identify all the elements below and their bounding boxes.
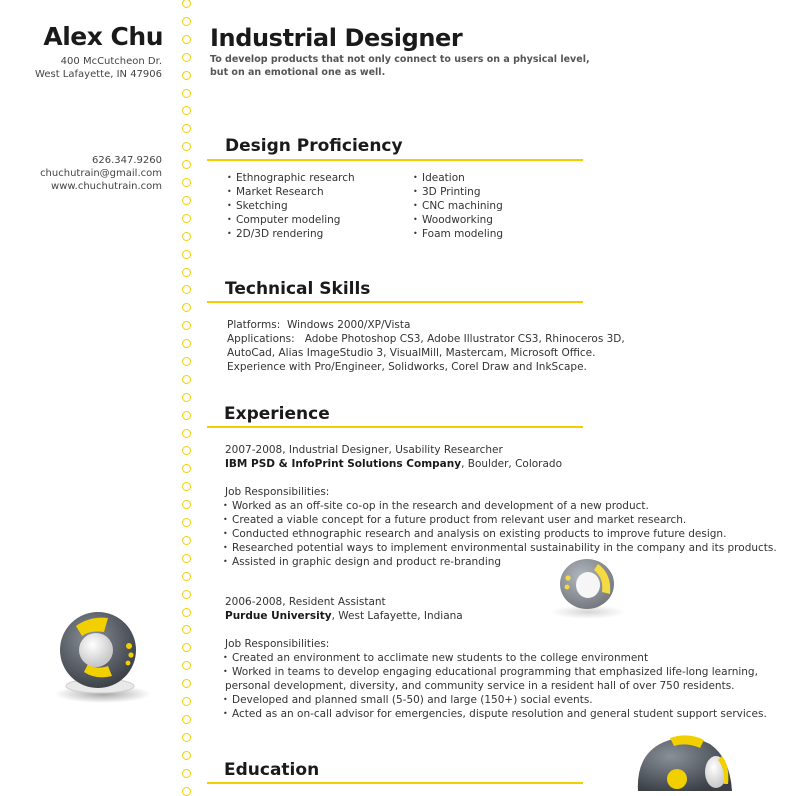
list-item: • Assisted in graphic design and product re-branding <box>223 555 777 569</box>
experience-with-line: Experience with Pro/Engineer, Solidworks, Corel Draw and InkScape. <box>227 361 587 373</box>
objective-statement <box>210 53 590 79</box>
binding-ring <box>182 106 191 115</box>
responsibilities-label: Job Responsibilities: <box>225 486 330 498</box>
list-item: • Ideation <box>413 171 503 185</box>
binding-ring <box>182 232 191 241</box>
binding-ring <box>182 339 191 348</box>
address-line-2: West Lafayette, IN 47906 <box>35 69 162 80</box>
binding-ring <box>182 697 191 706</box>
spacer <box>225 623 463 637</box>
objective-line-1: To develop products that not only connect to users on a physical level, <box>210 54 590 65</box>
list-item: • Conducted ethnographic research and analysis on existing products to improve future design. <box>223 527 777 541</box>
technical-skills-body <box>227 318 625 374</box>
applications-line-2: AutoCad, Alias ImageStudio 3, VisualMill, Mastercam, Microsoft Office. <box>227 347 596 359</box>
platforms-value: Windows 2000/XP/Vista <box>286 319 411 331</box>
list-item: • Researched potential ways to implement environmental sustainability in the company and its products. <box>223 541 777 555</box>
company-location: , Boulder, Colorado <box>461 458 563 470</box>
binding-ring <box>182 53 191 62</box>
job-bullets-ibm <box>223 499 777 569</box>
platforms-label: Platforms: <box>227 319 281 331</box>
job-title: Industrial Designer <box>210 24 463 52</box>
binding-ring <box>182 500 191 509</box>
company-name: IBM PSD & InfoPrint Solutions Company <box>225 458 462 470</box>
binding-ring <box>182 518 191 527</box>
binding-ring <box>182 214 191 223</box>
applications-value: Adobe Photoshop CS3, Adobe Illustrator CS3, Rhinoceros 3D, <box>304 333 625 345</box>
job-entry-purdue <box>225 595 463 651</box>
email-address[interactable]: chuchutrain@gmail.com <box>40 168 162 179</box>
binding-ring <box>182 429 191 438</box>
binding-ring <box>182 554 191 563</box>
job-dates-role: 2006-2008, Resident Assistant <box>225 596 386 608</box>
binding-ring <box>182 160 191 169</box>
binding-ring <box>182 71 191 80</box>
company-name: Purdue University <box>225 610 332 622</box>
binding-ring <box>182 411 191 420</box>
resume-name: Alex Chu <box>43 22 163 51</box>
binding-ring <box>182 661 191 670</box>
binding-ring <box>182 375 191 384</box>
list-item-continuation: personal development, diversity, and community service in a resident hall of over 750 residents. <box>225 680 735 692</box>
list-item: • Worked in teams to develop engaging educational programming that emphasized life-long learning, <box>223 665 767 679</box>
spacer <box>225 471 562 485</box>
list-item: • Worked as an off-site co-op in the research and development of a new product. <box>223 499 777 513</box>
list-item: • Woodworking <box>413 213 503 227</box>
list-item: • 2D/3D rendering <box>227 227 355 241</box>
binding-ring <box>182 464 191 473</box>
binding-ring <box>182 250 191 259</box>
binding-ring <box>182 715 191 724</box>
binding-ring <box>182 733 191 742</box>
binding-ring <box>182 393 191 402</box>
binding-ring <box>182 35 191 44</box>
list-item: • 3D Printing <box>413 185 503 199</box>
section-divider <box>207 159 583 161</box>
binding-ring <box>182 89 191 98</box>
proficiency-list-2 <box>413 171 503 241</box>
section-title-design-proficiency: Design Proficiency <box>225 136 403 156</box>
binding-spine <box>179 0 195 791</box>
binding-ring <box>182 285 191 294</box>
list-item: • Created a viable concept for a future product from relevant user and market research. <box>223 513 777 527</box>
binding-ring <box>182 321 191 330</box>
list-item: • Computer modeling <box>227 213 355 227</box>
objective-line-2: but on an emotional one as well. <box>210 67 386 78</box>
binding-ring <box>182 178 191 187</box>
section-title-technical-skills: Technical Skills <box>225 279 371 299</box>
section-divider <box>207 301 583 303</box>
website-link[interactable]: www.chuchutrain.com <box>51 181 162 192</box>
binding-ring <box>182 124 191 133</box>
list-item: • Sketching <box>227 199 355 213</box>
platforms-line <box>227 318 625 332</box>
list-item: • Foam modeling <box>413 227 503 241</box>
binding-ring <box>182 679 191 688</box>
job-company-line <box>225 457 562 471</box>
contact-block <box>0 154 162 193</box>
binding-ring <box>182 536 191 545</box>
applications-label: Applications: <box>227 333 295 345</box>
list-item: • Created an environment to acclimate new students to the college environment <box>223 651 767 665</box>
address-line-1: 400 McCutcheon Dr. <box>60 56 162 67</box>
product-render-right <box>630 730 740 791</box>
product-render-center <box>540 552 630 622</box>
binding-ring <box>182 482 191 491</box>
binding-ring <box>182 357 191 366</box>
list-item: • Developed and planned small (5-50) and large (150+) social events. <box>223 693 767 707</box>
job-bullets-purdue <box>223 651 767 721</box>
binding-ring <box>182 268 191 277</box>
binding-ring <box>182 303 191 312</box>
list-item: • Market Research <box>227 185 355 199</box>
list-item: • Ethnographic research <box>227 171 355 185</box>
list-item: • CNC machining <box>413 199 503 213</box>
company-location: , West Lafayette, Indiana <box>331 610 463 622</box>
phone-number: 626.347.9260 <box>92 155 162 166</box>
proficiency-list-1 <box>227 171 355 241</box>
binding-ring <box>182 17 191 26</box>
binding-ring <box>182 590 191 599</box>
section-title-education: Education <box>224 760 320 780</box>
binding-ring <box>182 608 191 617</box>
binding-ring <box>182 787 191 796</box>
binding-ring <box>182 751 191 760</box>
binding-ring <box>182 142 191 151</box>
section-title-experience: Experience <box>224 404 330 424</box>
responsibilities-label: Job Responsibilities: <box>225 638 330 650</box>
binding-ring <box>182 0 191 8</box>
product-render-left <box>50 606 160 706</box>
section-divider <box>207 782 583 784</box>
section-divider <box>207 426 583 428</box>
job-company-line <box>225 609 463 623</box>
binding-ring <box>182 196 191 205</box>
address-block <box>0 55 162 81</box>
job-entry-ibm <box>225 443 562 499</box>
list-item: • Acted as an on-call advisor for emergencies, dispute resolution and general student support services. <box>223 707 767 721</box>
binding-ring <box>182 572 191 581</box>
binding-ring <box>182 625 191 634</box>
job-dates-role: 2007-2008, Industrial Designer, Usability Researcher <box>225 444 503 456</box>
applications-line <box>227 332 625 346</box>
binding-ring <box>182 643 191 652</box>
binding-ring <box>182 769 191 778</box>
binding-ring <box>182 446 191 455</box>
